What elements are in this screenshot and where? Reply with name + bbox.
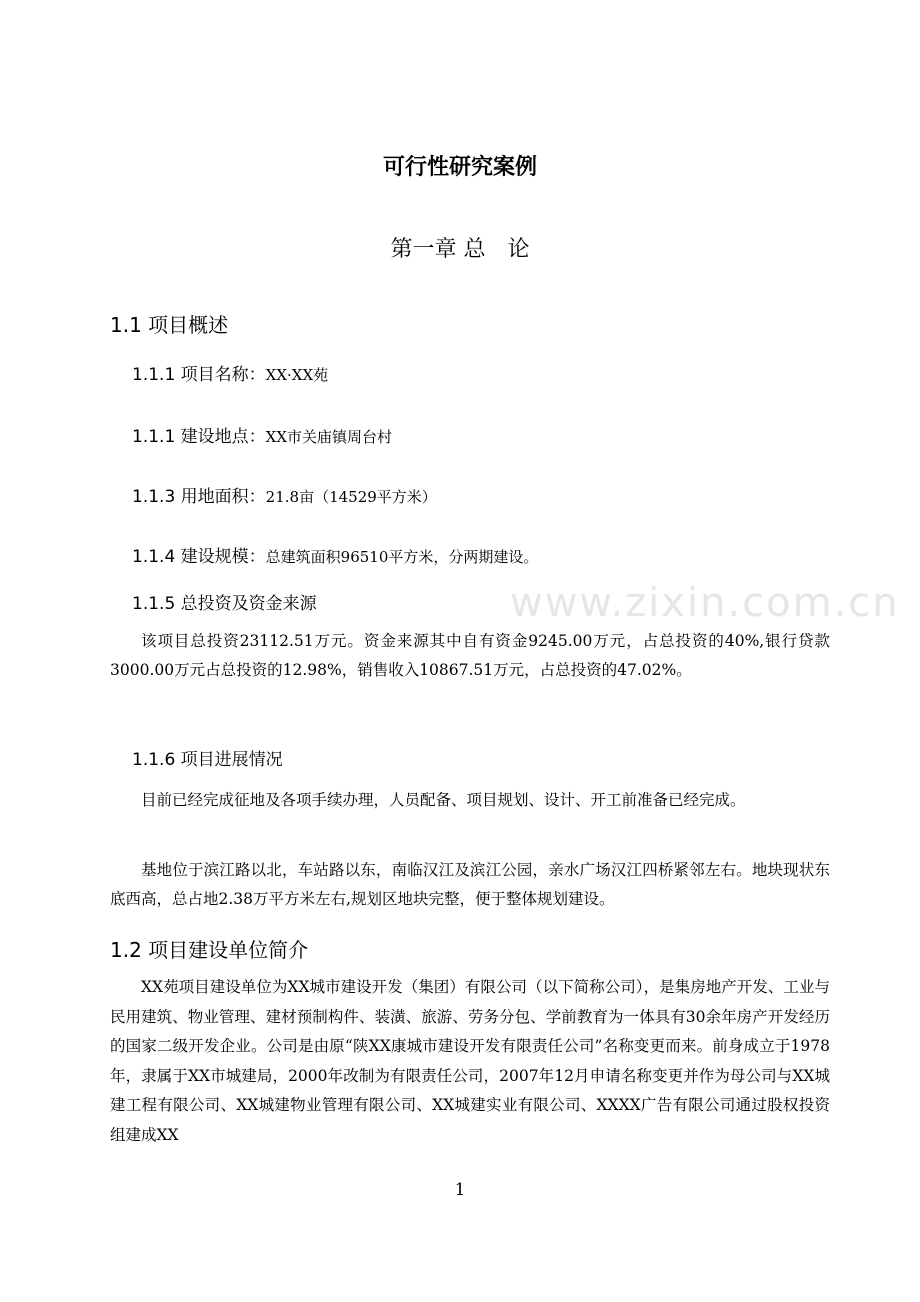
section-heading-1-1-5: 1.1.5 总投资及资金来源 [132,594,317,614]
company-paragraph: XX苑项目建设单位为XX城市建设开发（集团）有限公司（以下简称公司），是集房地产开发、工业与民用建筑、物业管理、建材预制构件、装潢、旅游、劳务分包、学前教育为一体具有30余年房产开发经历的国家二级开发企业。公司是由原“陕XX康城市建设开发有限责任公司”名称变更而来。前身成立于1978年，隶属于XX市城建局，2000年改制为有限责任公司，2007年12月申请名称变更并作为母公司与XX城建工程有限公司、XX城建物业管理有限公司、XX城建实业有限公司、XXXX广告有限公司通过股权投资组建成XX [110,978,830,1144]
construction-scale-row [132,542,538,567]
land-area-row [132,482,437,507]
section-heading-1-1: 1.1 项目概述 [110,313,229,337]
progress-paragraph: 目前已经完成征地及各项手续办理，人员配备、项目规划、设计、开工前准备已经完成。 [141,791,746,809]
section-heading-1-2: 1.2 项目建设单位简介 [110,938,309,962]
construction-scale-value: 总建筑面积96510平方米，分两期建设。 [265,548,539,566]
base-location-paragraph: 基地位于滨江路以北，车站路以东，南临汉江及滨江公园，亲水广场汉江四桥紧邻左右。地块现状东底西高，总占地2.38万平方米左右,规划区地块完整，便于整体规划建设。 [110,861,830,908]
section-heading-1-1-6: 1.1.6 项目进展情况 [132,750,283,770]
project-name-value: XX·XX苑 [265,366,329,384]
project-location-row [132,422,392,447]
document-title: 可行性研究案例 [382,155,537,180]
project-location-value: XX市关庙镇周台村 [265,428,393,446]
construction-scale-label: 1.1.4 建设规模： [132,547,266,567]
project-location-label: 1.1.1 建设地点： [132,427,266,447]
page-number: 1 [454,1180,466,1200]
chapter-heading: 第一章 总 论 [390,237,530,262]
land-area-label: 1.1.3 用地面积： [132,487,266,507]
investment-paragraph: 该项目总投资23112.51万元。资金来源其中自有资金9245.00万元，占总投资的40%,银行贷款3000.00万元占总投资的12.98%，销售收入10867.51万元，占总投资的47.02%。 [110,632,830,679]
project-name-row [132,360,328,385]
project-name-label: 1.1.1 项目名称： [132,365,266,385]
watermark: www.zixin.com.cn [510,580,900,626]
land-area-value: 21.8亩（14529平方米） [265,488,437,506]
